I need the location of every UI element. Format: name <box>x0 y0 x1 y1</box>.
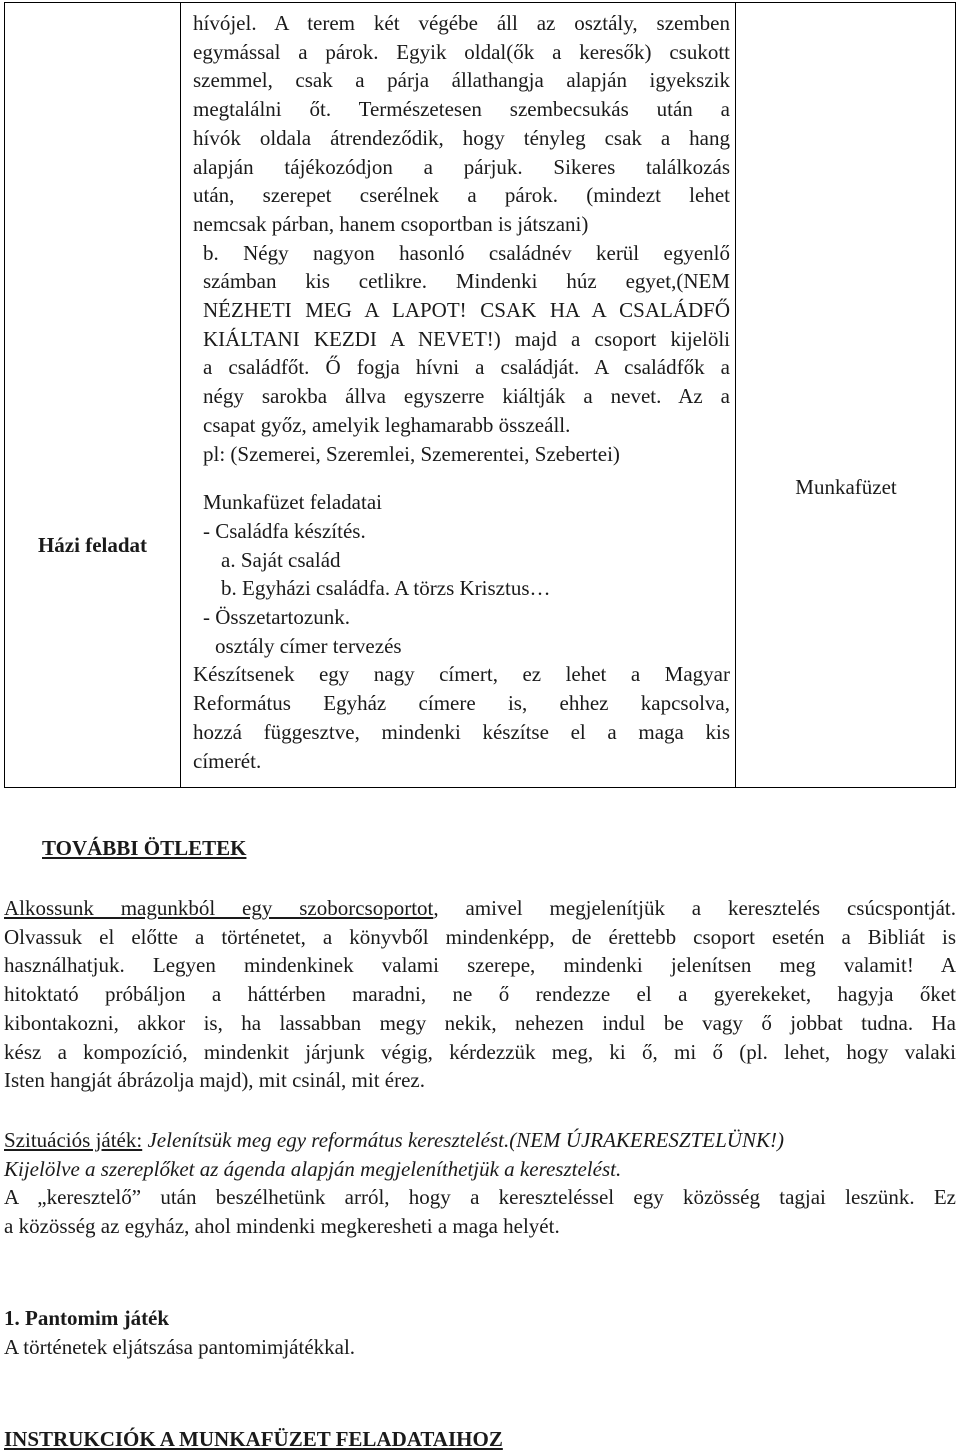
pantomime-section <box>4 1304 956 1361</box>
text-line: pl: (Szemerei, Szeremlei, Szemerentei, Szebertei) <box>203 441 620 466</box>
text-line: megtalálni őt. Természetesen szembecsukás után a <box>193 97 730 122</box>
text-line: hozzá függesztve, mindenki készítse el a maga kis <box>193 719 730 744</box>
further-ideas-heading: TOVÁBBI ÖTLETEK <box>42 836 247 860</box>
text-line: Isten hangját ábrázolja majd), mit csinál, mit érez. <box>4 1068 426 1093</box>
situation-game-paragraph: Szituációs játék: Jelenítsük meg egy református keresztelést.(NEM ÚJRAKERESZTELÜNK!) Kijelölve a szereplőket az ágenda alapján megjeleníthetjük a keresztelést. A „keresztelő” után beszélhetünk arról, hogy a kereszteléssel egy közösség tagjai leszünk. Ez a közösség az egyház, ahol mindenki megkeresheti a maga helyét. <box>4 1126 956 1241</box>
text-line: számban kis cetlikre. Mindenki húz egyet,(NEM <box>203 269 730 294</box>
text-line: A „keresztelő” után beszélhetünk arról, hogy a kereszteléssel egy közösség tagjai leszünk. Ez <box>4 1185 956 1210</box>
crest-title: osztály címer tervezés <box>215 633 402 658</box>
workbook-label: Munkafüzet <box>795 475 897 499</box>
text-line: a családfőt. Ő fogja hívni a családját. A családfők a <box>203 355 730 380</box>
text-line: b. Négy nagyon hasonló családnév kerül egyenlő <box>203 240 730 265</box>
text-line: Református Egyház címere is, ehhez kapcsolva, <box>193 691 730 716</box>
activity-table <box>4 2 956 788</box>
situation-game-label: Szituációs játék: <box>4 1128 143 1152</box>
text-line: nemcsak párban, hanem csoportban is játszani) <box>193 211 589 236</box>
activity-description <box>193 9 730 775</box>
instructions-heading: INSTRUKCIÓK A MUNKAFÜZET FELADATAIHOZ <box>4 1427 503 1451</box>
text-line: kész a kompozíció, mindenkit járjunk végig, kérdezzük meg, ki ő, mi ő (pl. lehet, hogy valaki <box>4 1039 956 1064</box>
text-line: a közösség az egyház, ahol mindenki megkeresheti a maga helyét. <box>4 1214 560 1239</box>
sculpture-group-link-text: Alkossunk magunkból egy szoborcsoportot <box>4 896 434 920</box>
belonging-item: - Összetartozunk. <box>203 605 350 630</box>
text-line: négy sarokba állva egyszerre kiáltják a nevet. Az a <box>203 384 730 409</box>
text-line: KIÁLTANI KEZDI A NEVET!) majd a csoport kijelöli <box>203 326 730 351</box>
pantomime-heading: 1. Pantomim játék <box>4 1306 170 1330</box>
text-line: csapat győz, amelyik leghamarabb összeáll. <box>203 412 571 437</box>
text-line: Készítsenek egy nagy címert, ez lehet a Magyar <box>193 662 730 687</box>
homework-label: Házi feladat <box>37 533 148 557</box>
church-family-item: b. Egyházi családfa. A törzs Krisztus… <box>221 576 551 601</box>
text-line: alapján tájékozódjon a párjuk. Sikeres találkozás <box>193 154 730 179</box>
column-divider-right <box>735 3 736 787</box>
text-line: használhatjuk. Legyen mindenkinek valami szerepe, mindenki jelenítsen meg valamit! A <box>4 953 956 978</box>
further-ideas-paragraph: Alkossunk magunkból egy szoborcsoportot, amivel megjelenítjük a keresztelés csúcspontját. Olvassuk el előtte a történetet, a könyvből mindenképp, de érettebb csoport esetén a Bibliát is használhatjuk. Legyen mindenkinek valami szerepe, mindenki jelenítsen meg valamit! A hitoktató próbáljon a háttérben maradni, ne ő rendezze el a gyerekeket, hagyja őket kibontakozni, akkor is, ha lassabban megy nekik, nehezen indul be vagy ő jobbat tudna. Ha kész a kompozíció, mindenkit járjunk végig, kérdezzük meg, ki ő, mi ő (pl. lehet, hogy valaki Isten hangját ábrázolja majd), mit csinál, mit érez. <box>4 894 956 1095</box>
text-line: NÉZHETI MEG A LAPOT! CSAK HA A CSALÁDFŐ <box>203 298 730 323</box>
text-line: címerét. <box>193 748 262 773</box>
pantomime-text: A történetek eljátszása pantomimjátékkal. <box>4 1334 356 1359</box>
own-family-item: a. Saját család <box>221 547 341 572</box>
column-divider-left <box>180 3 181 787</box>
text-line: után, szerepet cserélnek a párok. (mindezt lehet <box>193 183 730 208</box>
text-line: egymással a párok. Egyik oldal(ők a keresők) csukott <box>193 39 730 64</box>
family-tree-item: - Családfa készítés. <box>203 518 366 543</box>
spacer <box>193 468 730 488</box>
text-line: Olvassuk el előtte a történetet, a könyvből mindenképp, de érettebb csoport esetén a Bibliát is <box>4 924 956 949</box>
text-line: hívók oldala átrendeződik, hogy tényleg csak a hang <box>193 125 730 150</box>
workbook-tasks-title: Munkafüzet feladatai <box>203 490 382 515</box>
text-line: Kijelölve a szereplőket az ágenda alapján megjeleníthetjük a keresztelést. <box>4 1156 622 1181</box>
text-line: hitoktató próbáljon a háttérben maradni, ne ő rendezze el a gyerekeket, hagyja őket <box>4 982 956 1007</box>
text-line: hívójel. A terem két végébe áll az osztály, szemben <box>193 11 730 35</box>
text-line: szemmel, csak a párja állathangja alapján igyekszik <box>193 68 730 93</box>
text-line: kibontakozni, akkor is, ha lassabban megy nekik, nehezen indul be vagy ő jobbat tudna. Ha <box>4 1010 956 1035</box>
